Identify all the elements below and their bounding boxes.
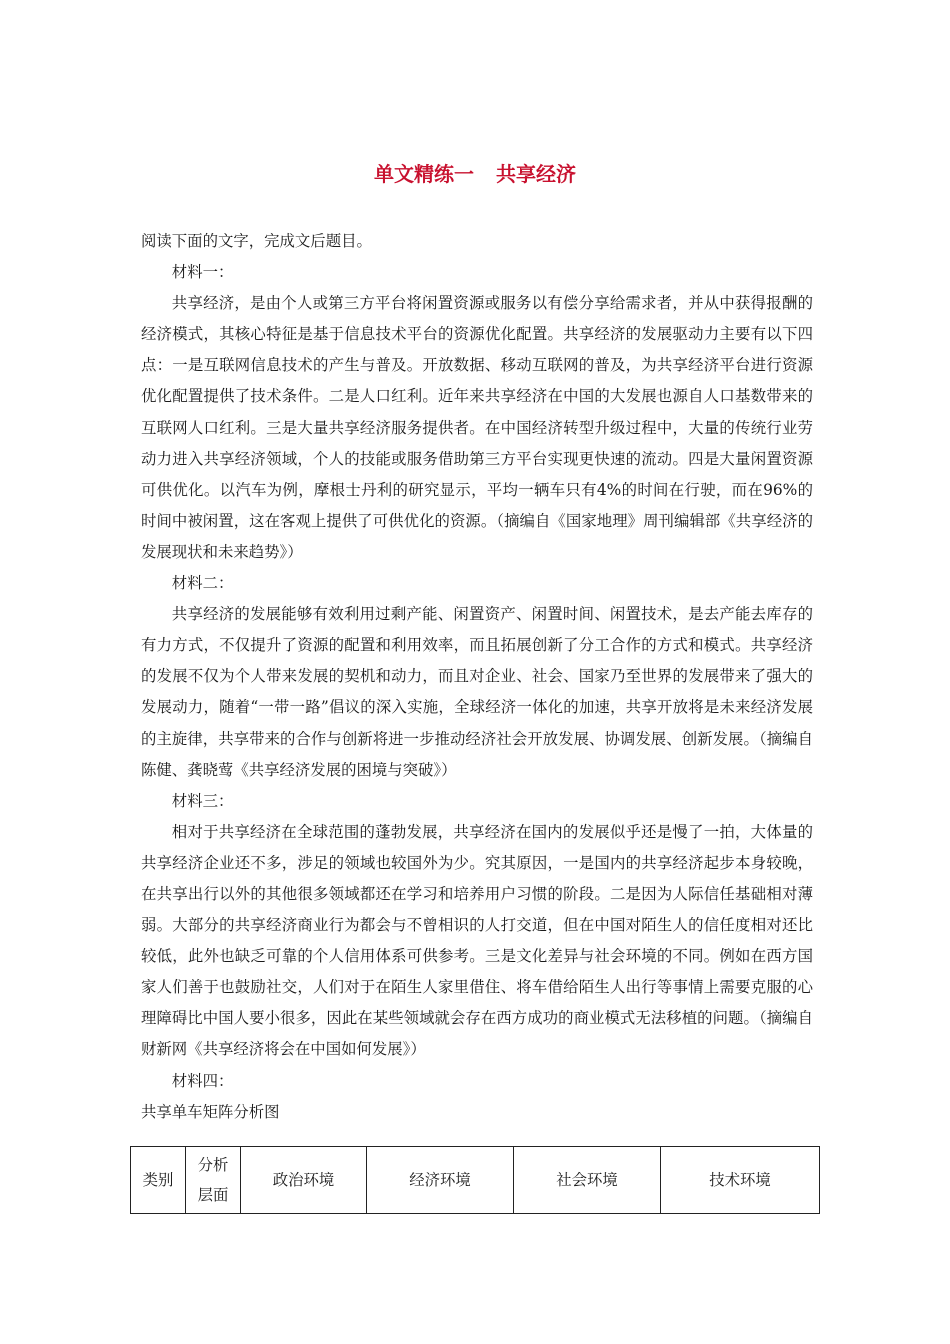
header-category: 类别 — [131, 1147, 186, 1214]
header-political: 政治环境 — [241, 1147, 367, 1214]
intro-instruction: 阅读下面的文字，完成文后题目。 — [141, 232, 372, 250]
table-header-row — [131, 1147, 820, 1214]
header-economic: 经济环境 — [367, 1147, 514, 1214]
material-1-text: 共享经济，是由个人或第三方平台将闲置资源或服务以有偿分享给需求者，并从中获得报酬的经济模式，其核心特征是基于信息技术平台的资源优化配置。共享经济的发展驱动力主要有以下四点：一是互联网信息技术的产生与普及。开放数据、移动互联网的普及，为共享经济平台进行资源优化配置提供了技术条件。二是人口红利。近年来共享经济在中国的大发展也源自人口基数带来的互联网人口红利。三是大量共享经济服务提供者。在中国经济转型升级过程中，大量的传统行业劳动力进入共享经济领域，个人的技能或服务借助第三方平台实现更快速的流动。四是大量闲置资源可供优化。以汽车为例，摩根士丹利的研究显示，平均一辆车只有4%的时间在行驶，而在96%的时间中被闲置，这在客观上提供了可供优化的资源。（摘编自《国家地理》周刊编辑部《共享经济的发展现状和未来趋势》） — [141, 294, 813, 561]
material-3-text: 相对于共享经济在全球范围的蓬勃发展，共享经济在国内的发展似乎还是慢了一拍，大体量的共享经济企业还不多，涉足的领域也较国外为少。究其原因，一是国内的共享经济起步本身较晚，在共享出行以外的其他很多领域都还在学习和培养用户习惯的阶段。二是因为人际信任基础相对薄弱。大部分的共享经济商业行为都会与不曾相识的人打交道，但在中国对陌生人的信任度相对还比较低，此外也缺乏可靠的个人信用体系可供参考。三是文化差异与社会环境的不同。例如在西方国家人们善于也鼓励社交，人们对于在陌生人家里借住、将车借给陌生人出行等事情上需要克服的心理障碍比中国人要小很多，因此在某些领域就会存在西方成功的商业模式无法移植的问题。（摘编自财新网《共享经济将会在中国如何发展》） — [141, 822, 813, 1059]
material-1-label: 材料一： — [171, 263, 234, 282]
header-analysis-line-2: 层面 — [197, 1186, 229, 1204]
page-title — [0, 158, 950, 187]
title-part-1: 单文精练一 — [374, 162, 474, 186]
title-part-2: 共享经济 — [496, 162, 576, 186]
header-technical: 技术环境 — [661, 1147, 820, 1214]
article-body — [141, 226, 813, 1128]
material-2-text: 共享经济的发展能够有效利用过剩产能、闲置资产、闲置时间、闲置技术，是去产能去库存的有力方式，不仅提升了资源的配置和利用效率，而且拓展创新了分工合作的方式和模式。共享经济的发展不仅为个人带来发展的契机和动力，而且对企业、社会、国家乃至世界的发展带来了强大的发展动力，随着“一带一路”倡议的深入实施，全球经济一体化的加速，共享开放将是未来经济发展的主旋律，共享带来的合作与创新将进一步推动经济社会开放发展、协调发展、创新发展。（摘编自陈健、龚晓莺《共享经济发展的困境与突破》） — [141, 605, 813, 779]
table-caption: 共享单车矩阵分析图 — [141, 1102, 280, 1121]
material-4-label: 材料四： — [171, 1071, 234, 1090]
material-3-label: 材料三： — [171, 791, 234, 810]
material-2-label: 材料二： — [171, 574, 234, 593]
shared-bike-matrix-table — [130, 1146, 820, 1214]
header-analysis-line-1: 分析 — [197, 1156, 229, 1174]
header-analysis-level — [186, 1147, 241, 1214]
header-social: 社会环境 — [514, 1147, 661, 1214]
